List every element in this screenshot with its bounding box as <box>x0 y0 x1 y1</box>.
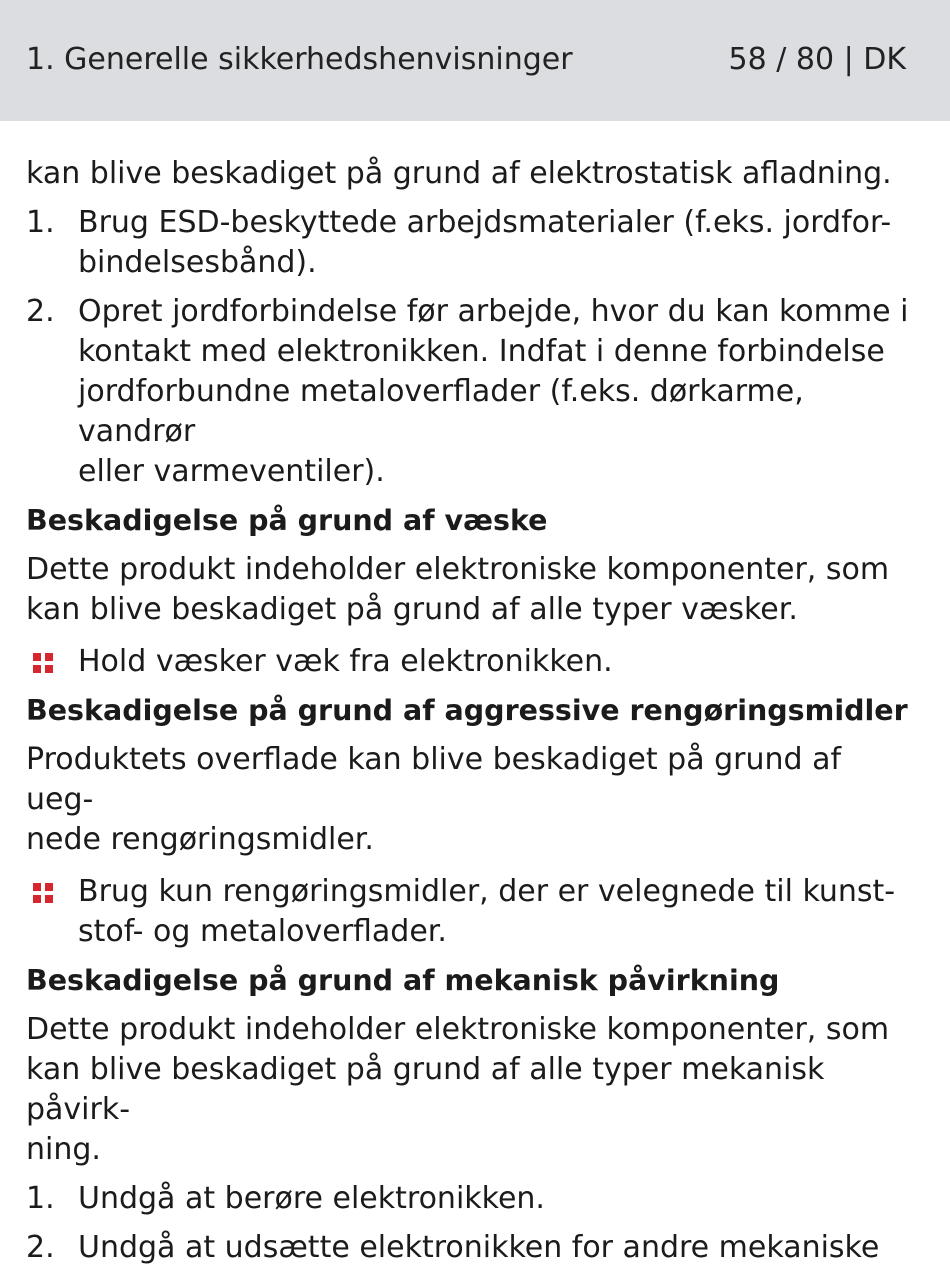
liquid-heading: Beskadigelse på grund af væske <box>26 504 548 537</box>
cleaning-heading: Beskadigelse på grund af aggressive rengøringsmidler <box>26 694 908 727</box>
step-number: 2. <box>26 1230 55 1265</box>
mechanical-paragraph <box>26 1010 916 1170</box>
step-line: eller varmeventiler). <box>78 454 385 489</box>
esd-step-1 <box>26 203 916 283</box>
paragraph-line: Dette produkt indeholder elektroniske komponenter, som <box>26 1012 890 1047</box>
step-line: Undgå at berøre elektronikken. <box>78 1181 545 1216</box>
bullet-line: Brug kun rengøringsmidler, der er velegnede til kunst- <box>78 874 896 909</box>
step-line: bindelsesbånd). <box>78 245 317 280</box>
liquid-paragraph <box>26 550 916 630</box>
step-line: jordforbundne metaloverflader (f.eks. dørkarme, vandrør <box>78 374 804 449</box>
step-line: Undgå at udsætte elektronikken for andre mekaniske <box>78 1230 880 1265</box>
step-line: Opret jordforbindelse før arbejde, hvor du kan komme i <box>78 294 909 329</box>
mechanical-heading: Beskadigelse på grund af mekanisk påvirkning <box>26 964 780 997</box>
esd-step-2 <box>26 292 916 492</box>
step-number: 1. <box>26 205 55 240</box>
paragraph-line: kan blive beskadiget på grund af alle typer mekanisk påvirk- <box>26 1052 825 1127</box>
section-title: 1. Generelle sikkerhedshenvisninger <box>26 42 573 77</box>
step-line: Brug ESD-beskyttede arbejdsmaterialer (f.eks. jordfor- <box>78 205 892 240</box>
intro-paragraph: kan blive beskadiget på grund af elektrostatisk afladning. <box>26 156 892 191</box>
paragraph-line: kan blive beskadiget på grund af alle typer væsker. <box>26 592 798 627</box>
paragraph-line: Dette produkt indeholder elektroniske komponenter, som <box>26 552 890 587</box>
mechanical-step-1 <box>26 1179 916 1219</box>
bullet-line: Hold væsker væk fra elektronikken. <box>78 644 613 679</box>
page-indicator: 58 / 80 | DK <box>728 42 906 77</box>
cleaning-paragraph <box>26 740 916 860</box>
liquid-bullet <box>26 642 916 682</box>
step-number: 1. <box>26 1181 55 1216</box>
step-line: kontakt med elektronikken. Indfat i denne forbindelse <box>78 334 885 369</box>
step-number: 2. <box>26 294 55 329</box>
red-square-grid-icon <box>33 653 53 673</box>
cleaning-bullet <box>26 872 916 952</box>
document-body <box>26 154 916 1277</box>
paragraph-line: Produktets overflade kan blive beskadiget på grund af ueg- <box>26 742 842 817</box>
paragraph-line: ning. <box>26 1132 101 1167</box>
page-header <box>0 0 950 121</box>
bullet-line: stof- og metaloverflader. <box>78 914 447 949</box>
red-square-grid-icon <box>33 883 53 903</box>
mechanical-step-2 <box>26 1228 916 1268</box>
paragraph-line: nede rengøringsmidler. <box>26 822 374 857</box>
